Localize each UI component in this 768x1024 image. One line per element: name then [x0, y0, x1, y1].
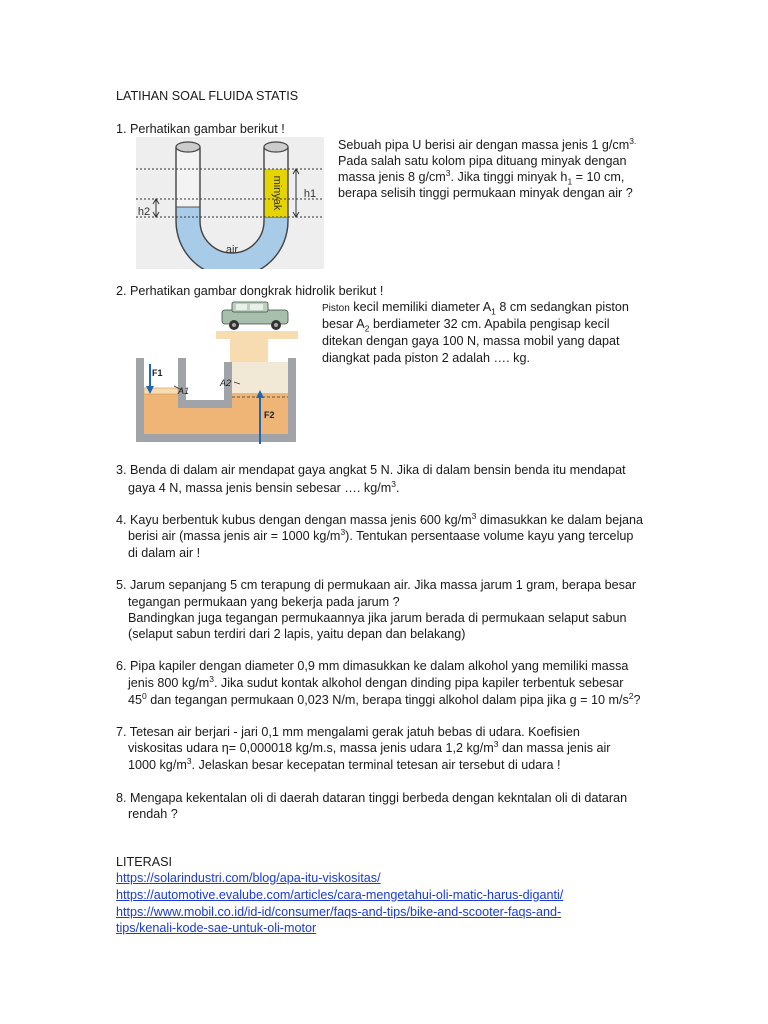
- literasi-link-1[interactable]: https://solarindustri.com/blog/apa-itu-viskositas/: [116, 871, 381, 885]
- q1-line-2: Pada salah satu kolom pipa dituang minyak dengan: [338, 154, 627, 168]
- q6-line-2: jenis 800 $kg/m^3$. Jika sudut kontak alkohol dengan dinding pipa kapiler terbentuk sebesar: [128, 673, 624, 690]
- q1-line-3: massa jenis 8 $g/cm^3$. Jika tinggi minyak $h_1 = 10$ cm,: [338, 167, 625, 187]
- q4-line-2: berisi air (massa jenis air = 1000 $kg/m^3$). Tentukan persentaase volume kayu yang tercelup: [128, 526, 634, 543]
- q2-line-3: ditekan dengan gaya 100 N, massa mobil yang dapat: [322, 334, 620, 348]
- literasi-heading: LITERASI: [116, 855, 172, 869]
- q2-line-4: diangkat pada piston 2 adalah …. kg.: [322, 351, 530, 365]
- left-rim: [176, 142, 200, 152]
- car-icon: [222, 302, 288, 330]
- q5-line-3: Bandingkan juga tegangan permukaannya jika jarum berada di permukaan selaput sabun: [128, 611, 627, 625]
- q7-line-1: 7. Tetesan air berjari - jari 0,1 mm mengalami gerak jatuh bebas di udara. Koefisien: [116, 725, 580, 739]
- literasi-link-2[interactable]: https://automotive.evalube.com/articles/cara-mengetahui-oli-matic-harus-diganti/: [116, 888, 564, 902]
- q2-line-2: besar $A_2$ berdiameter 32 cm. Apabila pengisap kecil: [322, 317, 610, 334]
- q6-line-1: 6. Pipa kapiler dengan diameter 0,9 mm dimasukkan ke dalam alkohol yang memiliki massa: [116, 659, 629, 673]
- label-f2: F2: [264, 410, 275, 420]
- page-title: LATIHAN SOAL FLUIDA STATIS: [116, 89, 299, 103]
- q5-line-2: tegangan permukaan yang bekerja pada jarum ?: [128, 595, 400, 609]
- literasi-link-3-continued[interactable]: tips/kenali-kode-sae-untuk-oli-motor: [116, 921, 317, 935]
- q1-heading: 1. Perhatikan gambar berikut !: [116, 122, 285, 136]
- label-a2: A2: [220, 378, 232, 388]
- q4-line-3: di dalam air !: [128, 546, 201, 560]
- q3-line-1: 3. Benda di dalam air mendapat gaya angkat 5 N. Jika di dalam bensin benda itu mendapat: [116, 463, 626, 477]
- q8-line-1: 8. Mengapa kekentalan oli di daerah dataran tinggi berbeda dengan kekntalan oli di dataran: [116, 791, 628, 805]
- q2-heading: 2. Perhatikan gambar dongkrak hidrolik berikut !: [116, 284, 384, 298]
- q1-line-1: Sebuah pipa U berisi air dengan massa jenis 1 $g/cm^{3.}$: [338, 135, 637, 152]
- left-column-air: [176, 145, 198, 207]
- u-tube-figure: [136, 137, 324, 269]
- q5-line-4: (selaput sabun terdiri dari 2 lapis, yaitu depan dan belakang): [128, 627, 466, 641]
- q1-line-4: berapa selisih tinggi permukaan minyak dengan air ?: [338, 186, 633, 200]
- hydraulic-jack-figure: [136, 300, 320, 444]
- fluid-bottom: [178, 408, 232, 434]
- label-minyak: minyak: [271, 175, 283, 211]
- q8-line-2: rendah ?: [128, 807, 178, 821]
- fluid-left: [144, 393, 178, 434]
- label-f1: F1: [152, 368, 163, 378]
- label-h1: h1: [303, 188, 317, 200]
- q5-line-1: 5. Jarum sepanjang 5 cm terapung di permukaan air. Jika massa jarum 1 gram, berapa besar: [116, 578, 637, 592]
- label-a1: A1: [178, 386, 190, 396]
- platform: [216, 331, 298, 339]
- label-air: air: [225, 244, 239, 256]
- literasi-link-3[interactable]: https://www.mobil.co.id/id-id/consumer/faqs-and-tips/bike-and-scooter-faqs-and-: [116, 905, 562, 919]
- q7-line-2: viskositas udara η= 0,000018 kg/m.s, massa jenis udara 1,2 $kg/m^3$ dan massa jenis air: [128, 738, 611, 755]
- q2-line-1: Piston kecil memiliki diameter $A_1$ 8 cm sedangkan piston: [322, 300, 629, 317]
- q7-line-3: 1000 $kg/m^3$. Jelaskan besar kecepatan terminal tetesan air tersebut di udara !: [128, 755, 561, 772]
- label-h2: h2: [137, 206, 151, 218]
- air-right: [232, 362, 288, 393]
- right-rim: [264, 142, 288, 152]
- q3-line-2: gaya 4 N, massa jenis bensin sebesar …. $kg/m^3$.: [128, 478, 400, 495]
- q6-line-3: $45^0$ dan tegangan permukaan 0,023 N/m, berapa tinggi alkohol dalam pipa jika g = 10 $m/s^2$?: [128, 690, 641, 707]
- q4-line-1: 4. Kayu berbentuk kubus dengan dengan massa jenis 600 $kg/m^3$ dimasukkan ke dalam bejana: [116, 510, 644, 527]
